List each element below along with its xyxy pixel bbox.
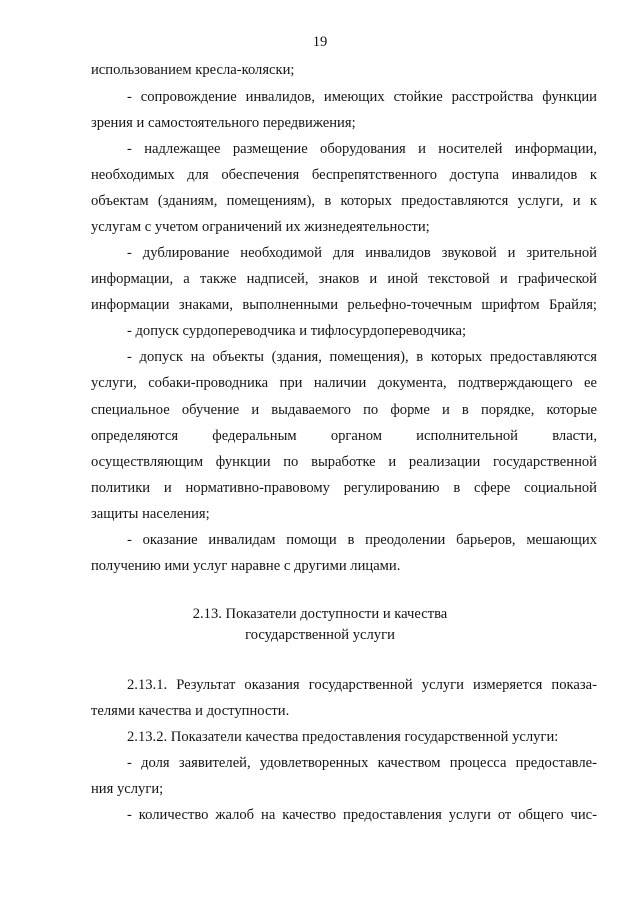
line: - допуск сурдопереводчика и тифлосурдопереводчика;	[127, 323, 467, 339]
line: информации, а также надписей, знаков и иной текстовой и графической	[91, 271, 597, 287]
line: услуги, собаки-проводника при наличии документа, подтверждающего ее	[91, 375, 597, 391]
line: специальное обучение и выдаваемого по форме и в порядке, которые	[91, 402, 597, 418]
line: 2.13.2. Показатели качества предоставления государственной услуги:	[127, 729, 559, 745]
line: - доля заявителей, удовлетворенных качеством процесса предоставле-	[127, 755, 597, 771]
line: необходимых для обеспечения беспрепятственного доступа инвалидов к	[91, 167, 597, 183]
line: использованием кресла-коляски;	[91, 62, 295, 78]
line: 2.13.1. Результат оказания государственной услуги измеряется показа-	[127, 677, 597, 693]
line: ния услуги;	[91, 781, 164, 797]
line: зрения и самостоятельного передвижения;	[91, 115, 356, 131]
line: объектам (зданиям, помещениям), в которых предоставляются услуги, и к	[91, 193, 597, 209]
line: - надлежащее размещение оборудования и носителей информации,	[127, 141, 597, 157]
page-number: 19	[312, 34, 328, 50]
line: политики и нормативно-правовому регулированию в сфере социальной	[91, 480, 597, 496]
line: - дублирование необходимой для инвалидов звуковой и зрительной	[127, 245, 597, 261]
line: - оказание инвалидам помощи в преодолении барьеров, мешающих	[127, 532, 597, 548]
line: - допуск на объекты (здания, помещения), в которых предоставляются	[127, 349, 597, 365]
section-title-line-1: 2.13. Показатели доступности и качества	[192, 606, 448, 622]
line: телями качества и доступности.	[91, 703, 290, 719]
line: защиты населения;	[91, 506, 210, 522]
line: информации знаками, выполненными рельефно-точечным шрифтом Брайля;	[91, 297, 597, 313]
line: получению ими услуг наравне с другими лицами.	[91, 558, 401, 574]
section-title-line-2: государственной услуги	[245, 627, 395, 643]
line: - сопровождение инвалидов, имеющих стойкие расстройства функции	[127, 89, 597, 105]
line: осуществляющим функции по выработке и реализации государственной	[91, 454, 597, 470]
line: определяются федеральным органом исполнительной власти,	[91, 428, 597, 444]
line: - количество жалоб на качество предоставления услуги от общего чис-	[127, 807, 597, 823]
line: услугам с учетом ограничений их жизнедеятельности;	[91, 219, 430, 235]
